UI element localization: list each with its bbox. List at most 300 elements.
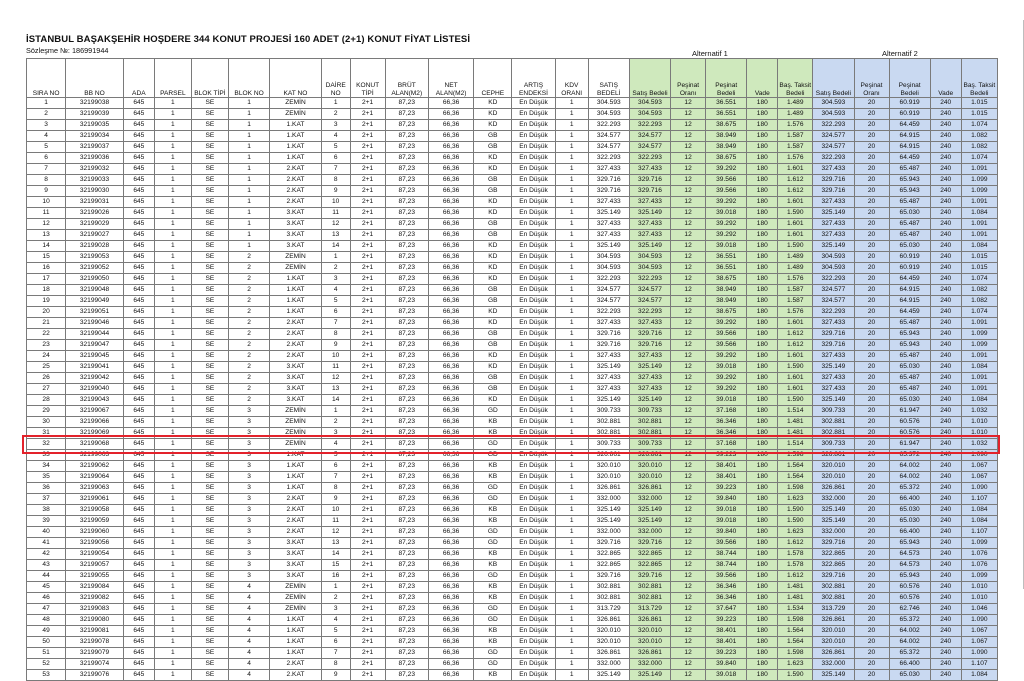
table-cell: 9: [321, 670, 350, 681]
table-cell: SE: [191, 186, 228, 197]
table-cell: 6: [321, 461, 350, 472]
table-cell: 1: [154, 351, 191, 362]
table-cell: 645: [123, 549, 154, 560]
table-cell: 66,36: [428, 626, 473, 637]
table-cell: 42: [27, 549, 66, 560]
table-cell: 12: [671, 516, 706, 527]
table-cell: En Düşük: [512, 373, 555, 384]
table-cell: 32199079: [66, 648, 124, 659]
table-cell: 38.675: [706, 120, 747, 131]
table-cell: 4: [228, 615, 269, 626]
table-cell: 2+1: [350, 318, 385, 329]
table-cell: 645: [123, 274, 154, 285]
table-cell: 22: [27, 329, 66, 340]
table-cell: 240: [930, 604, 961, 615]
table-cell: 20: [854, 494, 889, 505]
table-cell: 62.746: [889, 604, 930, 615]
table-cell: 1.590: [778, 362, 813, 373]
table-cell: GB: [474, 230, 512, 241]
table-cell: 66,36: [428, 186, 473, 197]
table-cell: 2+1: [350, 241, 385, 252]
table-cell: 325.149: [629, 241, 670, 252]
table-cell: 7: [27, 164, 66, 175]
table-cell: 1.598: [778, 615, 813, 626]
table-cell: En Düşük: [512, 208, 555, 219]
table-cell: 66,36: [428, 505, 473, 516]
table-cell: 1: [228, 186, 269, 197]
table-cell: 1: [154, 615, 191, 626]
table-cell: KB: [474, 582, 512, 593]
table-cell: 66,36: [428, 604, 473, 615]
table-cell: 12: [671, 142, 706, 153]
table-cell: 240: [930, 208, 961, 219]
table-cell: ZEMİN: [270, 252, 322, 263]
table-cell: SE: [191, 208, 228, 219]
table-cell: En Düşük: [512, 626, 555, 637]
table-cell: 1: [228, 109, 269, 120]
table-cell: 329.716: [629, 175, 670, 186]
table-cell: 326.861: [629, 483, 670, 494]
table-cell: 1.KAT: [270, 131, 322, 142]
table-cell: 1: [154, 670, 191, 681]
table-cell: 36.551: [706, 98, 747, 109]
table-cell: 240: [930, 439, 961, 450]
table-cell: 38.401: [706, 626, 747, 637]
table-cell: 12: [321, 219, 350, 230]
table-cell: 1.074: [961, 307, 997, 318]
table-cell: 15: [27, 252, 66, 263]
table-cell: 1: [154, 461, 191, 472]
table-cell: 180: [747, 362, 778, 373]
table-cell: 240: [930, 274, 961, 285]
table-cell: 320.010: [629, 637, 670, 648]
table-cell: 1.489: [778, 252, 813, 263]
table-cell: 19: [27, 296, 66, 307]
table-cell: En Düşük: [512, 384, 555, 395]
table-cell: 1.107: [961, 659, 997, 670]
table-cell: 36.346: [706, 593, 747, 604]
table-cell: 329.716: [629, 186, 670, 197]
table-cell: 180: [747, 274, 778, 285]
table-cell: 12: [671, 615, 706, 626]
table-cell: SE: [191, 285, 228, 296]
table-cell: 322.865: [629, 560, 670, 571]
table-cell: 64.002: [889, 472, 930, 483]
table-cell: 12: [671, 285, 706, 296]
table-cell: SE: [191, 571, 228, 582]
table-cell: 4: [228, 659, 269, 670]
table-cell: 48: [27, 615, 66, 626]
table-cell: 2: [228, 373, 269, 384]
table-row: [27, 186, 998, 197]
table-cell: 12: [671, 406, 706, 417]
table-cell: 32199056: [66, 538, 124, 549]
table-cell: 332.000: [813, 494, 854, 505]
table-cell: 65.943: [889, 340, 930, 351]
table-cell: 15: [321, 560, 350, 571]
table-cell: 1.601: [778, 318, 813, 329]
table-cell: 180: [747, 329, 778, 340]
table-cell: 1.074: [961, 153, 997, 164]
table-cell: 1: [555, 241, 588, 252]
table-cell: 2+1: [350, 417, 385, 428]
table-cell: GB: [474, 340, 512, 351]
table-cell: 1.612: [778, 329, 813, 340]
table-cell: KB: [474, 626, 512, 637]
table-cell: 1.074: [961, 274, 997, 285]
table-cell: 3: [228, 527, 269, 538]
table-cell: 6: [321, 307, 350, 318]
table-cell: 2+1: [350, 659, 385, 670]
table-cell: 3: [228, 450, 269, 461]
table-cell: 1.KAT: [270, 142, 322, 153]
table-cell: 645: [123, 483, 154, 494]
table-cell: 32199044: [66, 329, 124, 340]
table-cell: 1: [555, 549, 588, 560]
table-cell: 240: [930, 263, 961, 274]
table-cell: 12: [671, 208, 706, 219]
table-cell: KD: [474, 318, 512, 329]
table-cell: 1.090: [961, 615, 997, 626]
table-cell: 327.433: [813, 219, 854, 230]
table-cell: 329.716: [588, 571, 629, 582]
table-cell: 12: [671, 263, 706, 274]
table-cell: SE: [191, 560, 228, 571]
table-header-row: [27, 59, 998, 98]
table-cell: 20: [27, 307, 66, 318]
table-cell: 38.744: [706, 560, 747, 571]
table-cell: 325.149: [588, 208, 629, 219]
table-cell: 324.577: [588, 131, 629, 142]
table-cell: 2: [321, 593, 350, 604]
table-cell: 60.576: [889, 593, 930, 604]
table-cell: 1: [154, 175, 191, 186]
table-cell: 1.590: [778, 516, 813, 527]
table-cell: 1: [555, 219, 588, 230]
table-cell: 2: [228, 285, 269, 296]
table-cell: En Düşük: [512, 659, 555, 670]
table-cell: 20: [854, 98, 889, 109]
table-cell: 320.010: [813, 461, 854, 472]
table-cell: 87,23: [385, 637, 428, 648]
table-cell: 1.601: [778, 373, 813, 384]
table-cell: 240: [930, 307, 961, 318]
table-cell: 320.010: [813, 626, 854, 637]
table-cell: 20: [854, 461, 889, 472]
table-cell: 60.576: [889, 428, 930, 439]
table-cell: 180: [747, 626, 778, 637]
table-cell: KB: [474, 516, 512, 527]
table-cell: 43: [27, 560, 66, 571]
table-cell: 1.598: [778, 450, 813, 461]
table-cell: 87,23: [385, 549, 428, 560]
table-cell: En Düşük: [512, 318, 555, 329]
table-cell: GD: [474, 494, 512, 505]
table-cell: 6: [321, 637, 350, 648]
table-cell: 645: [123, 296, 154, 307]
table-cell: 1.KAT: [270, 648, 322, 659]
table-cell: 32199069: [66, 428, 124, 439]
table-row: [27, 505, 998, 516]
table-cell: 39.566: [706, 186, 747, 197]
table-cell: 304.593: [588, 109, 629, 120]
table-cell: 20: [854, 549, 889, 560]
table-cell: 39: [27, 516, 66, 527]
table-cell: 304.593: [588, 98, 629, 109]
table-cell: 326.861: [588, 615, 629, 626]
column-header: BB NO: [66, 59, 124, 98]
table-cell: 2.KAT: [270, 340, 322, 351]
table-cell: 1.489: [778, 263, 813, 274]
table-cell: 645: [123, 329, 154, 340]
table-cell: 1: [555, 538, 588, 549]
table-cell: 1.590: [778, 395, 813, 406]
table-cell: 66,36: [428, 637, 473, 648]
table-cell: 61.947: [889, 406, 930, 417]
table-cell: KB: [474, 593, 512, 604]
table-cell: KD: [474, 164, 512, 175]
table-cell: 1: [154, 593, 191, 604]
table-cell: 32199074: [66, 659, 124, 670]
table-cell: KB: [474, 417, 512, 428]
table-cell: 38.401: [706, 472, 747, 483]
table-cell: 41: [27, 538, 66, 549]
table-cell: 1: [154, 505, 191, 516]
table-cell: 1.587: [778, 131, 813, 142]
table-cell: 37.168: [706, 406, 747, 417]
table-cell: 66,36: [428, 340, 473, 351]
table-cell: 309.733: [588, 439, 629, 450]
table-cell: 1.084: [961, 208, 997, 219]
table-cell: 322.865: [588, 560, 629, 571]
table-row: [27, 571, 998, 582]
table-cell: 180: [747, 406, 778, 417]
table-cell: 324.577: [588, 142, 629, 153]
table-cell: 1: [555, 296, 588, 307]
table-cell: 39.566: [706, 329, 747, 340]
table-cell: 322.865: [813, 549, 854, 560]
table-cell: 322.293: [629, 307, 670, 318]
table-cell: 240: [930, 461, 961, 472]
table-cell: SE: [191, 615, 228, 626]
table-cell: 66,36: [428, 307, 473, 318]
table-cell: 38.675: [706, 307, 747, 318]
table-cell: 1.576: [778, 153, 813, 164]
table-cell: 645: [123, 450, 154, 461]
table-cell: 304.593: [629, 98, 670, 109]
table-cell: 3: [321, 604, 350, 615]
column-header: ARTIŞ ENDEKSİ: [512, 59, 555, 98]
table-cell: 645: [123, 131, 154, 142]
table-cell: 20: [854, 241, 889, 252]
table-row: [27, 527, 998, 538]
table-cell: 3.KAT: [270, 241, 322, 252]
table-cell: 1: [154, 516, 191, 527]
table-cell: 645: [123, 109, 154, 120]
table-cell: 327.433: [588, 164, 629, 175]
table-cell: 1.107: [961, 527, 997, 538]
table-cell: 32199052: [66, 263, 124, 274]
table-cell: 180: [747, 615, 778, 626]
table-cell: 1: [154, 208, 191, 219]
table-cell: 1: [555, 373, 588, 384]
table-cell: 64.459: [889, 307, 930, 318]
table-cell: 1.KAT: [270, 472, 322, 483]
table-cell: 66,36: [428, 472, 473, 483]
table-cell: 240: [930, 384, 961, 395]
table-cell: 1.KAT: [270, 626, 322, 637]
table-cell: 20: [854, 296, 889, 307]
table-cell: 327.433: [588, 351, 629, 362]
table-cell: 12: [671, 109, 706, 120]
table-cell: 320.010: [813, 637, 854, 648]
table-cell: 326.861: [588, 483, 629, 494]
table-cell: 325.149: [813, 208, 854, 219]
column-header: ADA: [123, 59, 154, 98]
table-cell: 240: [930, 560, 961, 571]
table-cell: 1: [555, 450, 588, 461]
table-cell: 9: [27, 186, 66, 197]
table-cell: 87,23: [385, 648, 428, 659]
table-cell: GB: [474, 384, 512, 395]
table-cell: 20: [854, 142, 889, 153]
table-row: [27, 516, 998, 527]
table-cell: 87,23: [385, 241, 428, 252]
column-header: BRÜT ALAN(M2): [385, 59, 428, 98]
table-cell: 87,23: [385, 428, 428, 439]
table-cell: En Düşük: [512, 593, 555, 604]
table-cell: 66,36: [428, 318, 473, 329]
table-cell: 1.010: [961, 582, 997, 593]
table-row: [27, 197, 998, 208]
table-cell: 1.084: [961, 516, 997, 527]
table-cell: 329.716: [588, 329, 629, 340]
table-cell: 39.018: [706, 516, 747, 527]
table-cell: 33: [27, 450, 66, 461]
table-cell: 39.292: [706, 197, 747, 208]
table-cell: 3: [228, 571, 269, 582]
table-cell: 2.KAT: [270, 351, 322, 362]
table-cell: 645: [123, 175, 154, 186]
table-cell: 302.881: [588, 428, 629, 439]
table-cell: 1: [154, 406, 191, 417]
table-cell: 325.149: [588, 241, 629, 252]
table-cell: 1: [555, 164, 588, 175]
table-cell: 20: [854, 131, 889, 142]
table-cell: 2+1: [350, 208, 385, 219]
table-cell: 61.947: [889, 439, 930, 450]
table-cell: 3: [228, 472, 269, 483]
table-cell: 1: [555, 659, 588, 670]
table-cell: 240: [930, 582, 961, 593]
table-cell: 180: [747, 175, 778, 186]
table-cell: 66,36: [428, 197, 473, 208]
table-cell: 87,23: [385, 318, 428, 329]
table-cell: 66,36: [428, 164, 473, 175]
table-cell: 2+1: [350, 560, 385, 571]
table-cell: 645: [123, 505, 154, 516]
table-cell: ZEMİN: [270, 582, 322, 593]
table-cell: 645: [123, 219, 154, 230]
table-cell: 87,23: [385, 340, 428, 351]
table-cell: 2.KAT: [270, 175, 322, 186]
table-cell: 645: [123, 604, 154, 615]
table-cell: 180: [747, 208, 778, 219]
table-cell: 44: [27, 571, 66, 582]
table-cell: 327.433: [588, 219, 629, 230]
table-cell: En Düşük: [512, 428, 555, 439]
table-cell: 1: [154, 395, 191, 406]
table-cell: 4: [321, 131, 350, 142]
table-cell: 329.716: [629, 329, 670, 340]
table-cell: 12: [671, 626, 706, 637]
table-cell: En Düşük: [512, 142, 555, 153]
table-cell: 87,23: [385, 186, 428, 197]
table-cell: 32199050: [66, 274, 124, 285]
table-row: [27, 648, 998, 659]
table-cell: 180: [747, 670, 778, 681]
table-cell: SE: [191, 230, 228, 241]
table-cell: 2+1: [350, 615, 385, 626]
table-cell: 39.223: [706, 450, 747, 461]
table-cell: 66,36: [428, 219, 473, 230]
table-cell: 1.082: [961, 142, 997, 153]
table-cell: SE: [191, 329, 228, 340]
table-cell: 38.675: [706, 153, 747, 164]
table-cell: 1.590: [778, 241, 813, 252]
column-header: PARSEL: [154, 59, 191, 98]
table-cell: ZEMİN: [270, 406, 322, 417]
table-cell: 3: [321, 120, 350, 131]
table-cell: 180: [747, 153, 778, 164]
table-cell: 87,23: [385, 274, 428, 285]
table-cell: 2+1: [350, 593, 385, 604]
table-cell: 32199037: [66, 142, 124, 153]
table-cell: 329.716: [813, 571, 854, 582]
table-cell: GB: [474, 175, 512, 186]
table-cell: 12: [671, 307, 706, 318]
table-cell: 64.002: [889, 637, 930, 648]
table-cell: 240: [930, 538, 961, 549]
table-cell: 329.716: [813, 538, 854, 549]
table-cell: 329.716: [588, 538, 629, 549]
table-cell: 3.KAT: [270, 571, 322, 582]
column-header: KONUT TİPİ: [350, 59, 385, 98]
table-cell: KD: [474, 307, 512, 318]
table-cell: En Düşük: [512, 417, 555, 428]
table-cell: 12: [671, 164, 706, 175]
table-cell: 1: [228, 241, 269, 252]
table-cell: 326.861: [813, 483, 854, 494]
table-cell: 180: [747, 417, 778, 428]
table-row: [27, 384, 998, 395]
table-cell: 1: [154, 263, 191, 274]
table-cell: 2+1: [350, 626, 385, 637]
table-cell: En Düşük: [512, 637, 555, 648]
table-cell: 1: [154, 582, 191, 593]
table-cell: 645: [123, 120, 154, 131]
table-cell: 240: [930, 219, 961, 230]
table-cell: 20: [854, 670, 889, 681]
table-cell: En Düşük: [512, 186, 555, 197]
table-cell: 12: [671, 527, 706, 538]
table-cell: 12: [321, 527, 350, 538]
table-cell: 9: [321, 340, 350, 351]
table-cell: 20: [854, 659, 889, 670]
table-cell: 32199083: [66, 604, 124, 615]
table-cell: 32199032: [66, 164, 124, 175]
table-cell: 645: [123, 263, 154, 274]
